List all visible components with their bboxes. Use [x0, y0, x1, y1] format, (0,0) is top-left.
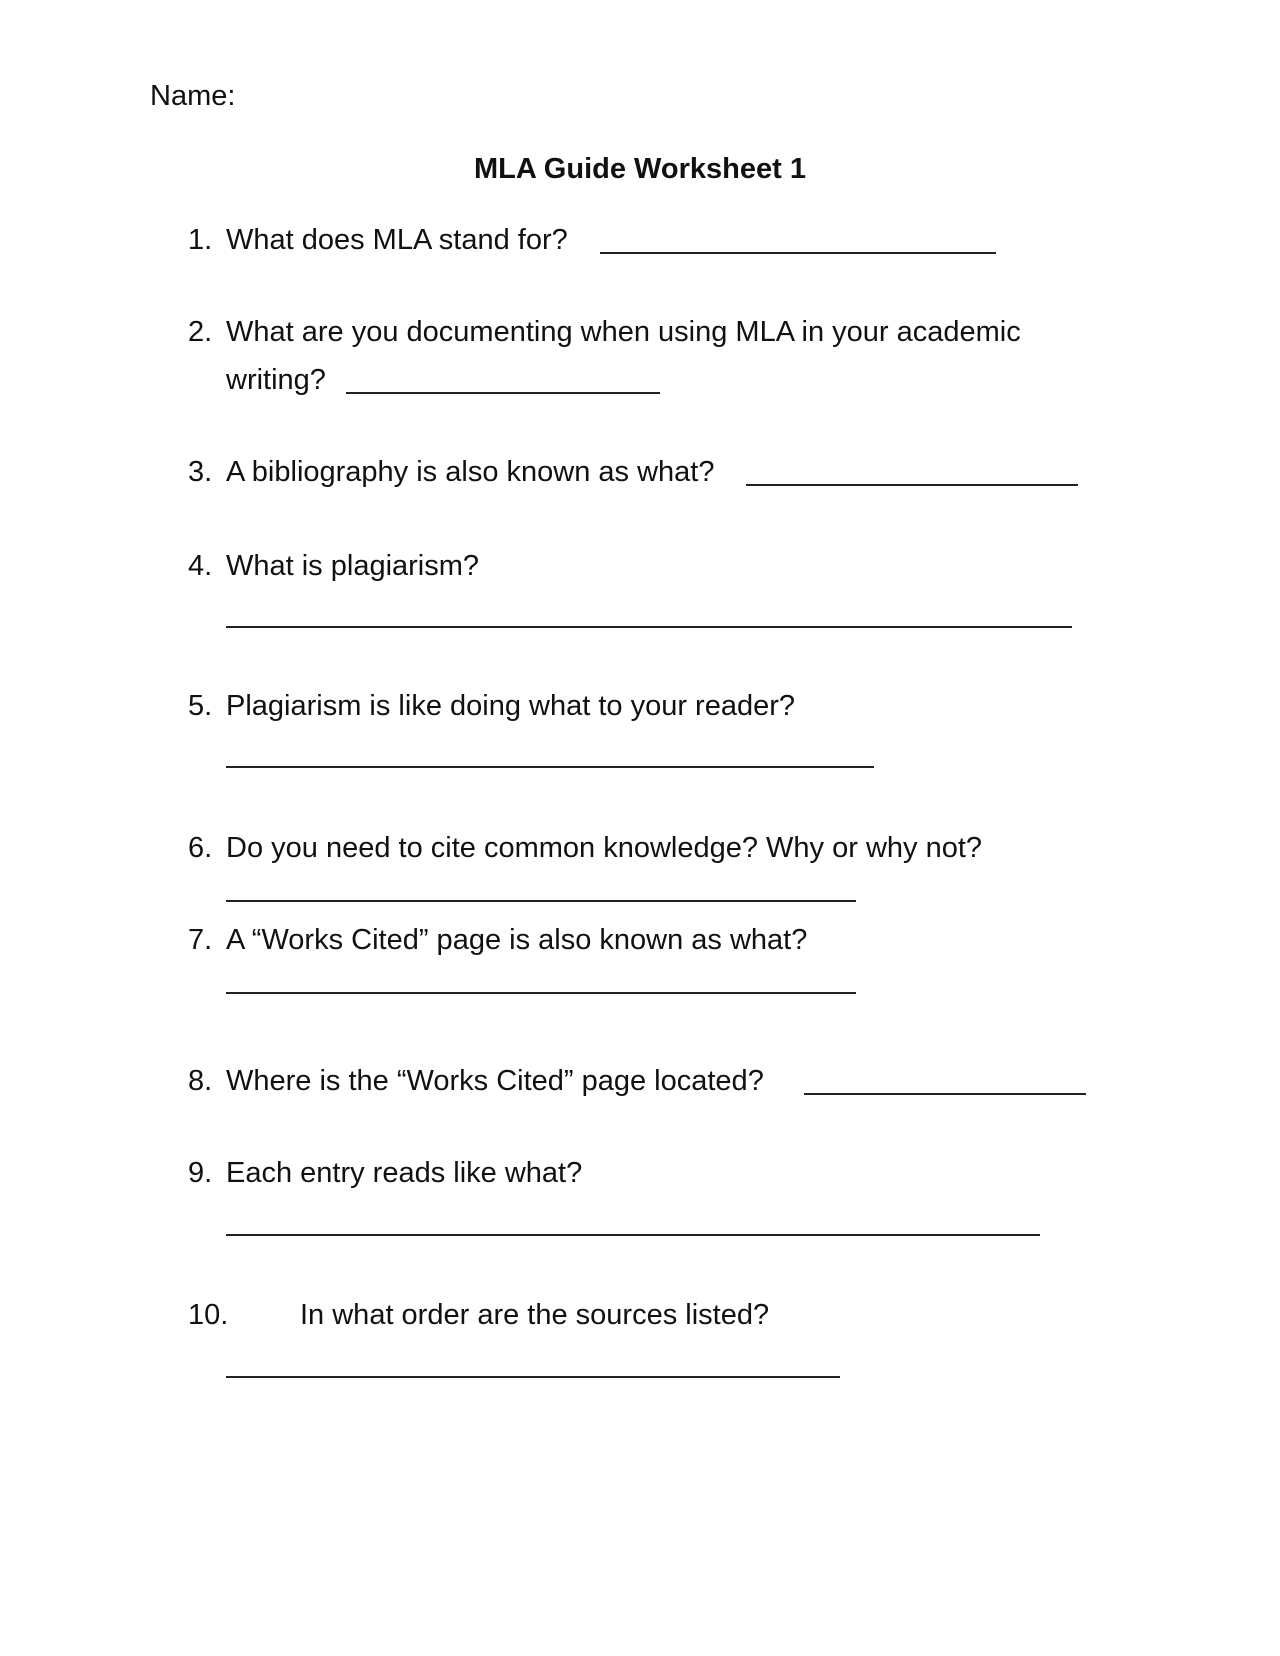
question-7-text: A “Works Cited” page is also known as what?: [226, 924, 808, 956]
question-7-number: 7.: [188, 924, 213, 956]
question-3-number: 3.: [188, 456, 213, 488]
question-5-text: Plagiarism is like doing what to your reader?: [226, 690, 795, 722]
question-6-number: 6.: [188, 832, 213, 864]
question-5-number: 5.: [188, 690, 213, 722]
question-1-text: What does MLA stand for?: [226, 224, 568, 256]
question-8-number: 8.: [188, 1065, 213, 1097]
question-7-answer-line[interactable]: [226, 992, 856, 994]
question-2-number: 2.: [188, 316, 213, 348]
name-label: Name:: [150, 80, 236, 112]
question-1-answer-line[interactable]: [600, 252, 996, 254]
question-9-text: Each entry reads like what?: [226, 1157, 583, 1189]
question-2-answer-line[interactable]: [346, 392, 660, 394]
question-1-number: 1.: [188, 224, 213, 256]
question-3-text: A bibliography is also known as what?: [226, 456, 715, 488]
question-4-answer-line[interactable]: [226, 626, 1072, 628]
question-6-answer-line[interactable]: [226, 900, 856, 902]
question-4-text: What is plagiarism?: [226, 550, 480, 582]
question-10-text: In what order are the sources listed?: [300, 1299, 770, 1331]
worksheet-title: MLA Guide Worksheet 1: [474, 153, 806, 185]
question-9-number: 9.: [188, 1157, 213, 1189]
question-10-number: 10.: [188, 1299, 229, 1331]
question-2-continuation: writing?: [226, 364, 326, 396]
question-10-answer-line[interactable]: [226, 1376, 840, 1378]
question-8-text: Where is the “Works Cited” page located?: [226, 1065, 764, 1097]
question-8-answer-line[interactable]: [804, 1093, 1086, 1095]
question-6-text: Do you need to cite common knowledge? Why or why not?: [226, 832, 983, 864]
question-2-text: What are you documenting when using MLA in your academic: [226, 316, 1021, 348]
question-9-answer-line[interactable]: [226, 1234, 1040, 1236]
question-3-answer-line[interactable]: [746, 484, 1078, 486]
question-4-number: 4.: [188, 550, 213, 582]
question-5-answer-line[interactable]: [226, 766, 874, 768]
